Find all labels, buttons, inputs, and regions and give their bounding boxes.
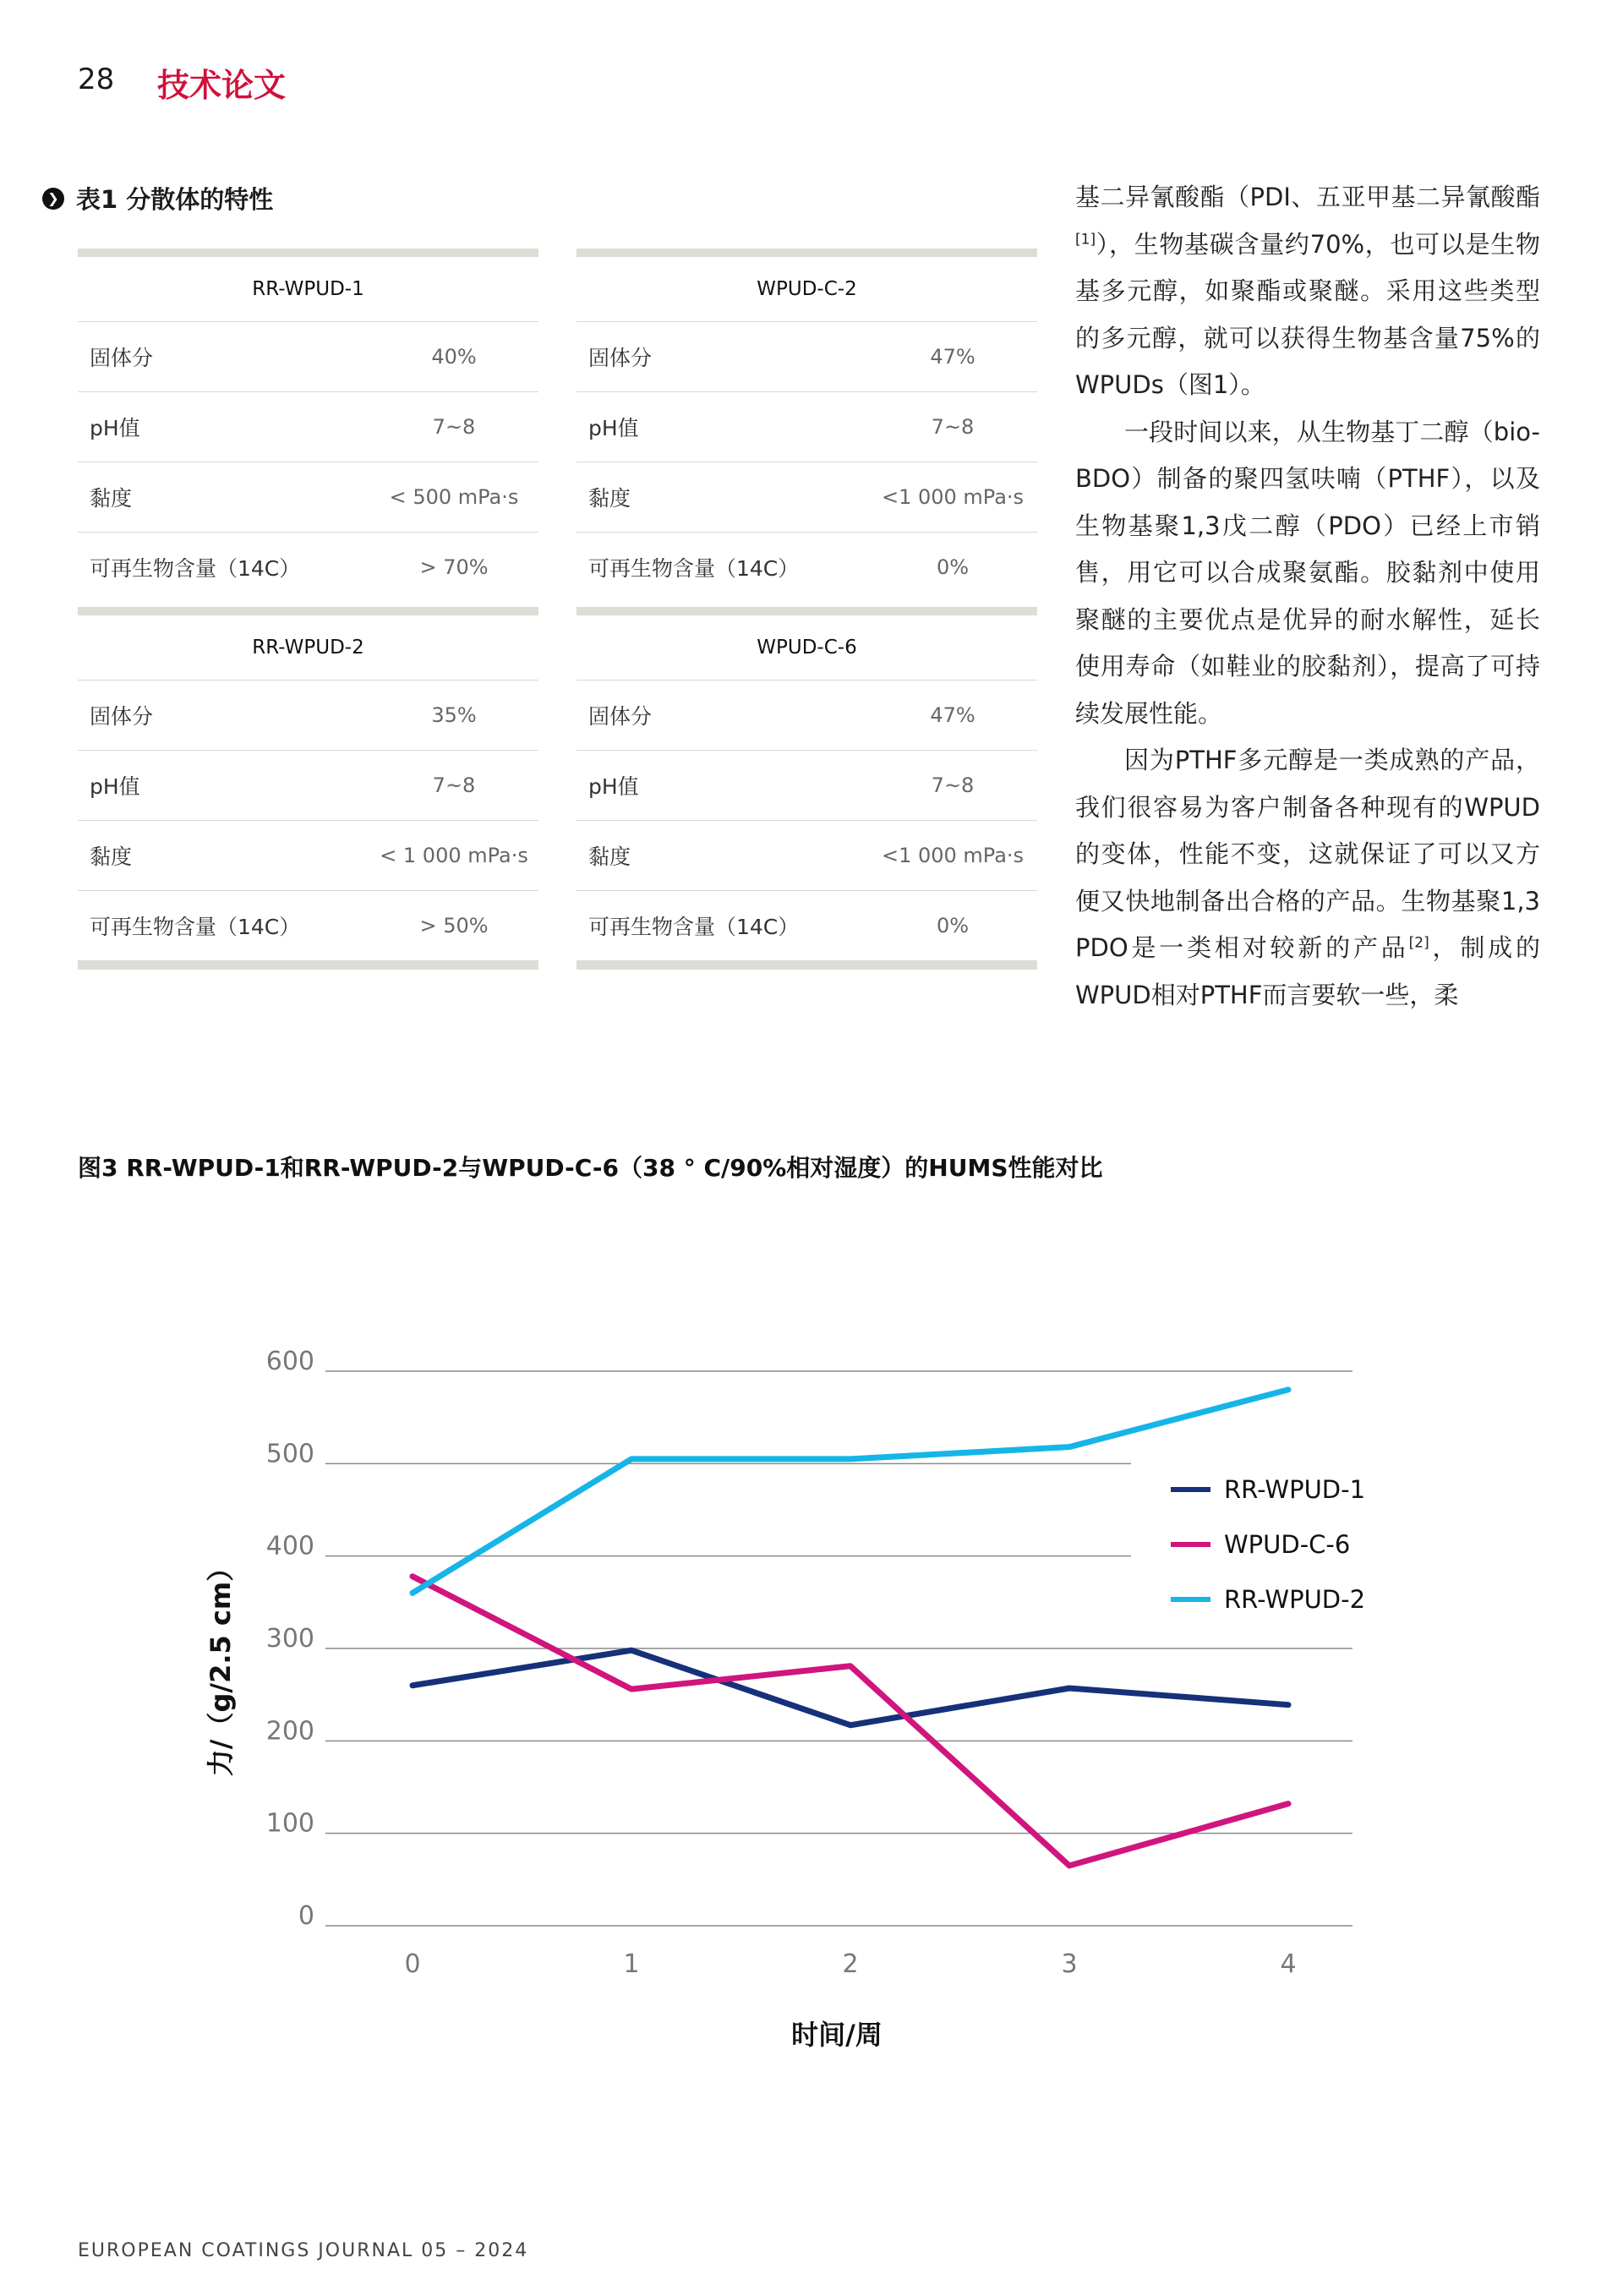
row-label: 黏度	[588, 845, 631, 869]
text-run: ），生物基碳含量约70%，也可以是生物基多元醇，如聚酯或聚醚。采用这些类型的多元醇，就可以获得生物基含量75%的WPUDs（图1）。	[1075, 229, 1540, 399]
row-value: < 1 000 mPa·s	[380, 844, 528, 867]
x-tick-label: 4	[1280, 1949, 1297, 1979]
figure-caption: 图3 RR-WPUD-1和RR-WPUD-2与WPUD-C-6（38 ° C/90%相对湿度）的HUMS性能对比	[78, 1154, 1103, 1182]
x-tick-label: 2	[842, 1949, 859, 1979]
table-row	[577, 392, 1037, 462]
text-run: 基二异氰酸酯（PDI、五亚甲基二异氰酸酯	[1075, 183, 1540, 211]
y-tick-label: 600	[265, 1347, 314, 1376]
y-tick-label: 500	[265, 1439, 314, 1469]
reference-mark: [2]	[1408, 934, 1429, 952]
y-axis-label: 力/（g/2.5 cm）	[205, 1554, 237, 1777]
x-tick-label: 0	[404, 1949, 421, 1979]
table-row	[78, 821, 538, 891]
table-row	[78, 533, 538, 602]
row-value: 7~8	[931, 774, 975, 797]
table-row	[78, 891, 538, 961]
row-value: < 500 mPa·s	[389, 485, 519, 509]
row-label: 黏度	[90, 486, 133, 511]
row-value: 7~8	[432, 774, 476, 797]
row-label: 可再生物含量（14C）	[588, 915, 800, 939]
row-label: 可再生物含量（14C）	[90, 556, 301, 581]
legend-label: RR-WPUD-1	[1224, 1475, 1366, 1504]
x-axis-label: 时间/周	[791, 2019, 883, 2051]
table-row	[577, 322, 1037, 392]
row-label: 可再生物含量（14C）	[588, 556, 800, 581]
table-row	[577, 751, 1037, 821]
table-block-wpud-c-2	[577, 249, 1037, 602]
table-block-rr-wpud-2	[78, 607, 538, 970]
footer: EUROPEAN COATINGS JOURNAL 05 – 2024	[78, 2240, 529, 2261]
table-row	[78, 751, 538, 821]
line-chart	[0, 1302, 1623, 2063]
text-run: 因为PTHF多元醇是一类成熟的产品，我们很容易为客户制备各种现有的WPUD的变体，性能不变，这就保证了可以又方便又快地制备出合格的产品。生物基聚1,3 PDO是一类相对较新的产品	[1075, 746, 1540, 962]
row-value: 7~8	[931, 415, 975, 439]
series-line-wpud-c-6	[413, 1577, 1288, 1866]
row-label: 黏度	[90, 845, 133, 869]
row-label: 固体分	[588, 704, 653, 729]
y-tick-label: 300	[265, 1624, 314, 1654]
row-value: 35%	[431, 703, 477, 727]
y-tick-label: 100	[265, 1808, 314, 1839]
y-tick-label: 0	[298, 1901, 314, 1931]
reference-mark: [1]	[1075, 230, 1096, 248]
x-tick-label: 3	[1061, 1949, 1078, 1979]
article-paragraph	[1075, 737, 1540, 1019]
row-label: pH值	[588, 416, 639, 440]
table-block-title: WPUD-C-2	[577, 257, 1037, 322]
table-row	[577, 821, 1037, 891]
table-row	[78, 322, 538, 392]
article-paragraph: 一段时间以来，从生物基丁二醇（bio-BDO）制备的聚四氢呋喃（PTHF），以及生物基聚1,3戊二醇（PDO）已经上市销售，用它可以合成聚氨酯。胶黏剂中使用聚醚的主要优点是优异的耐水解性，延长使用寿命（如鞋业的胶黏剂），提高了可持续发展性能。	[1075, 417, 1540, 728]
row-value: 47%	[930, 703, 975, 727]
row-label: 固体分	[90, 704, 154, 729]
table-caption-text: 表1 分散体的特性	[76, 185, 274, 214]
row-label: 可再生物含量（14C）	[90, 915, 301, 939]
table-row	[78, 681, 538, 751]
section-title: 技术论文	[157, 67, 287, 104]
table-row	[78, 392, 538, 462]
row-value: 0%	[936, 555, 970, 579]
y-tick-label: 400	[265, 1531, 314, 1561]
chevron-right-icon: ❯	[42, 188, 64, 210]
legend-label: WPUD-C-6	[1224, 1530, 1351, 1559]
table-block-title: RR-WPUD-1	[78, 257, 538, 322]
row-label: pH值	[90, 774, 140, 799]
row-label: pH值	[90, 416, 140, 440]
row-label: 固体分	[588, 346, 653, 370]
table-row	[78, 462, 538, 533]
table-block-wpud-c-6	[577, 607, 1037, 970]
row-value: <1 000 mPa·s	[881, 485, 1025, 509]
row-value: 0%	[936, 914, 970, 938]
text-run: ，制成的WPUD相对PTHF而言要软一些，柔	[1075, 933, 1540, 1009]
row-value: <1 000 mPa·s	[881, 844, 1025, 867]
series-line-rr-wpud-1	[413, 1650, 1288, 1725]
row-label: 黏度	[588, 486, 631, 511]
y-tick-label: 200	[265, 1716, 314, 1747]
table-block-title: RR-WPUD-2	[78, 615, 538, 681]
x-tick-label: 1	[623, 1949, 640, 1979]
table-row	[577, 462, 1037, 533]
legend-label: RR-WPUD-2	[1224, 1585, 1366, 1614]
table-block-rr-wpud-1	[78, 249, 538, 602]
article-body	[1075, 174, 1540, 1019]
table-row	[577, 681, 1037, 751]
row-value: 7~8	[432, 415, 476, 439]
row-value: 40%	[431, 345, 477, 369]
page-number: 28	[78, 63, 115, 96]
table-block-title: WPUD-C-6	[577, 615, 1037, 681]
table-caption	[42, 181, 273, 216]
series-line-rr-wpud-2	[413, 1390, 1288, 1594]
article-paragraph	[1075, 174, 1540, 409]
row-label: pH值	[588, 774, 639, 799]
table-row	[577, 891, 1037, 961]
row-value: 47%	[930, 345, 975, 369]
row-value: > 70%	[419, 555, 489, 579]
row-label: 固体分	[90, 346, 154, 370]
table-row	[577, 533, 1037, 602]
row-value: > 50%	[419, 914, 489, 938]
